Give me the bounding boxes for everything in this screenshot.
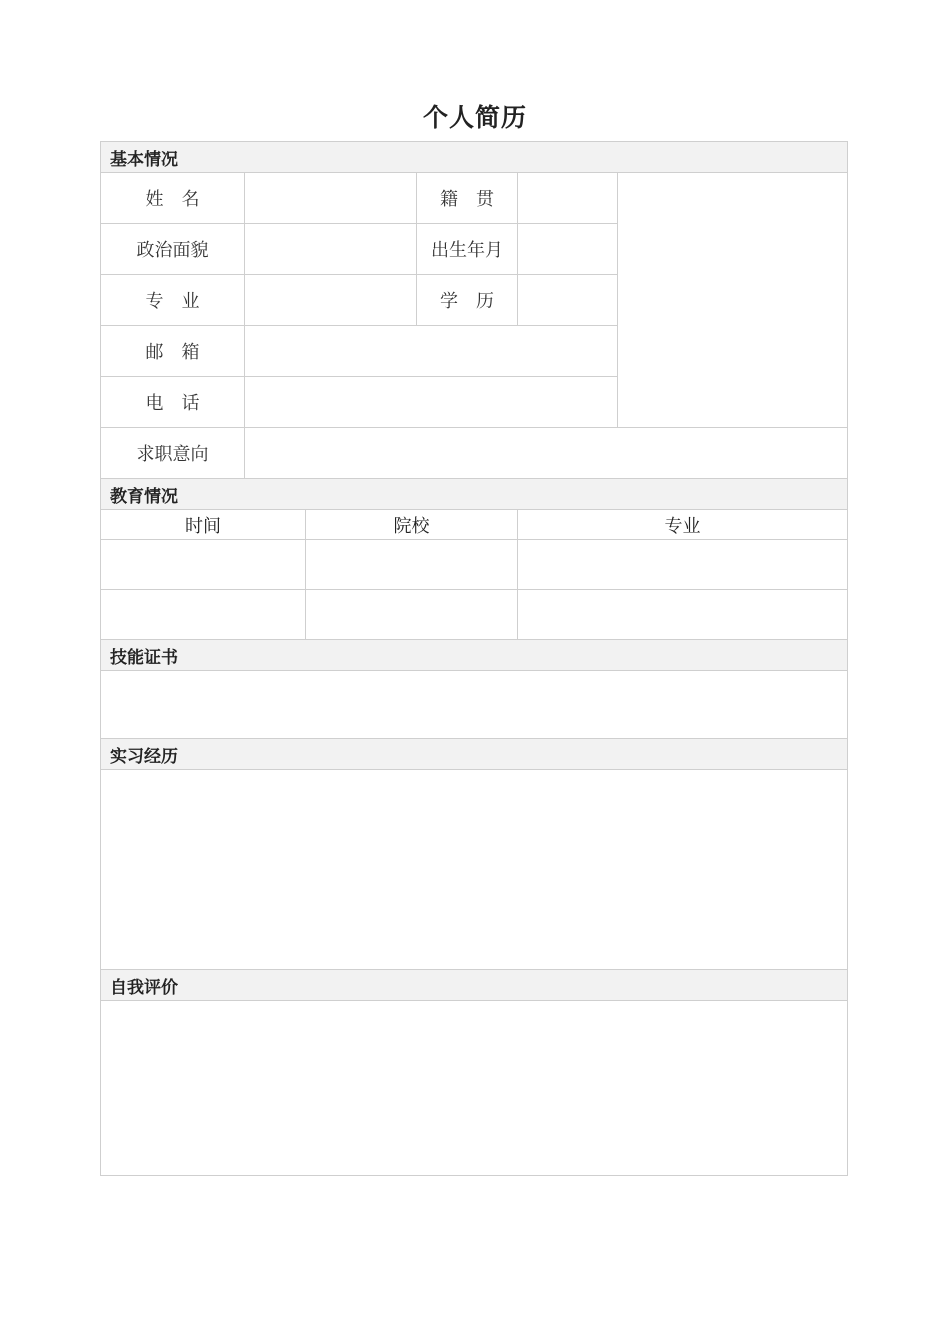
section-header-education — [101, 479, 848, 510]
page-title: 个人简历 — [422, 103, 527, 132]
education-header-major: 专业 — [518, 510, 848, 540]
education-school-cell[interactable] — [306, 540, 518, 590]
section-title-internship: 实习经历 — [101, 739, 848, 770]
self-evaluation-row — [101, 1001, 848, 1176]
section-title-basic: 基本情况 — [101, 142, 848, 173]
value-major[interactable] — [245, 275, 417, 326]
value-name[interactable] — [245, 173, 417, 224]
label-job-intention: 求职意向 — [101, 428, 245, 479]
section-title-skills: 技能证书 — [101, 640, 848, 671]
education-header-time: 时间 — [101, 510, 306, 540]
education-header-school: 院校 — [306, 510, 518, 540]
value-birth[interactable] — [518, 224, 618, 275]
resume-table — [100, 141, 848, 1176]
value-phone[interactable] — [245, 377, 618, 428]
label-major: 专 业 — [101, 275, 245, 326]
section-title-education: 教育情况 — [101, 479, 848, 510]
value-native-place[interactable] — [518, 173, 618, 224]
education-time-cell[interactable] — [101, 540, 306, 590]
education-major-cell[interactable] — [518, 540, 848, 590]
education-time-cell[interactable] — [101, 590, 306, 640]
label-political-status: 政治面貌 — [101, 224, 245, 275]
skills-row — [101, 671, 848, 739]
skills-content[interactable] — [101, 671, 848, 739]
education-row — [101, 590, 848, 640]
photo-box[interactable] — [618, 173, 848, 428]
label-birth: 出生年月 — [417, 224, 518, 275]
education-school-cell[interactable] — [306, 590, 518, 640]
basic-row-6 — [101, 428, 848, 479]
label-email: 邮 箱 — [101, 326, 245, 377]
self-evaluation-content[interactable] — [101, 1001, 848, 1176]
education-header-row — [101, 510, 848, 540]
section-header-basic — [101, 142, 848, 173]
section-header-skills — [101, 640, 848, 671]
label-native-place: 籍 贯 — [417, 173, 518, 224]
section-title-self-evaluation: 自我评价 — [101, 970, 848, 1001]
label-name: 姓 名 — [101, 173, 245, 224]
section-header-self-evaluation — [101, 970, 848, 1001]
internship-row — [101, 770, 848, 970]
value-email[interactable] — [245, 326, 618, 377]
value-degree[interactable] — [518, 275, 618, 326]
value-political-status[interactable] — [245, 224, 417, 275]
value-job-intention[interactable] — [245, 428, 848, 479]
label-phone: 电 话 — [101, 377, 245, 428]
education-major-cell[interactable] — [518, 590, 848, 640]
education-row — [101, 540, 848, 590]
internship-content[interactable] — [101, 770, 848, 970]
label-degree: 学 历 — [417, 275, 518, 326]
basic-row-1 — [101, 173, 848, 224]
section-header-internship — [101, 739, 848, 770]
